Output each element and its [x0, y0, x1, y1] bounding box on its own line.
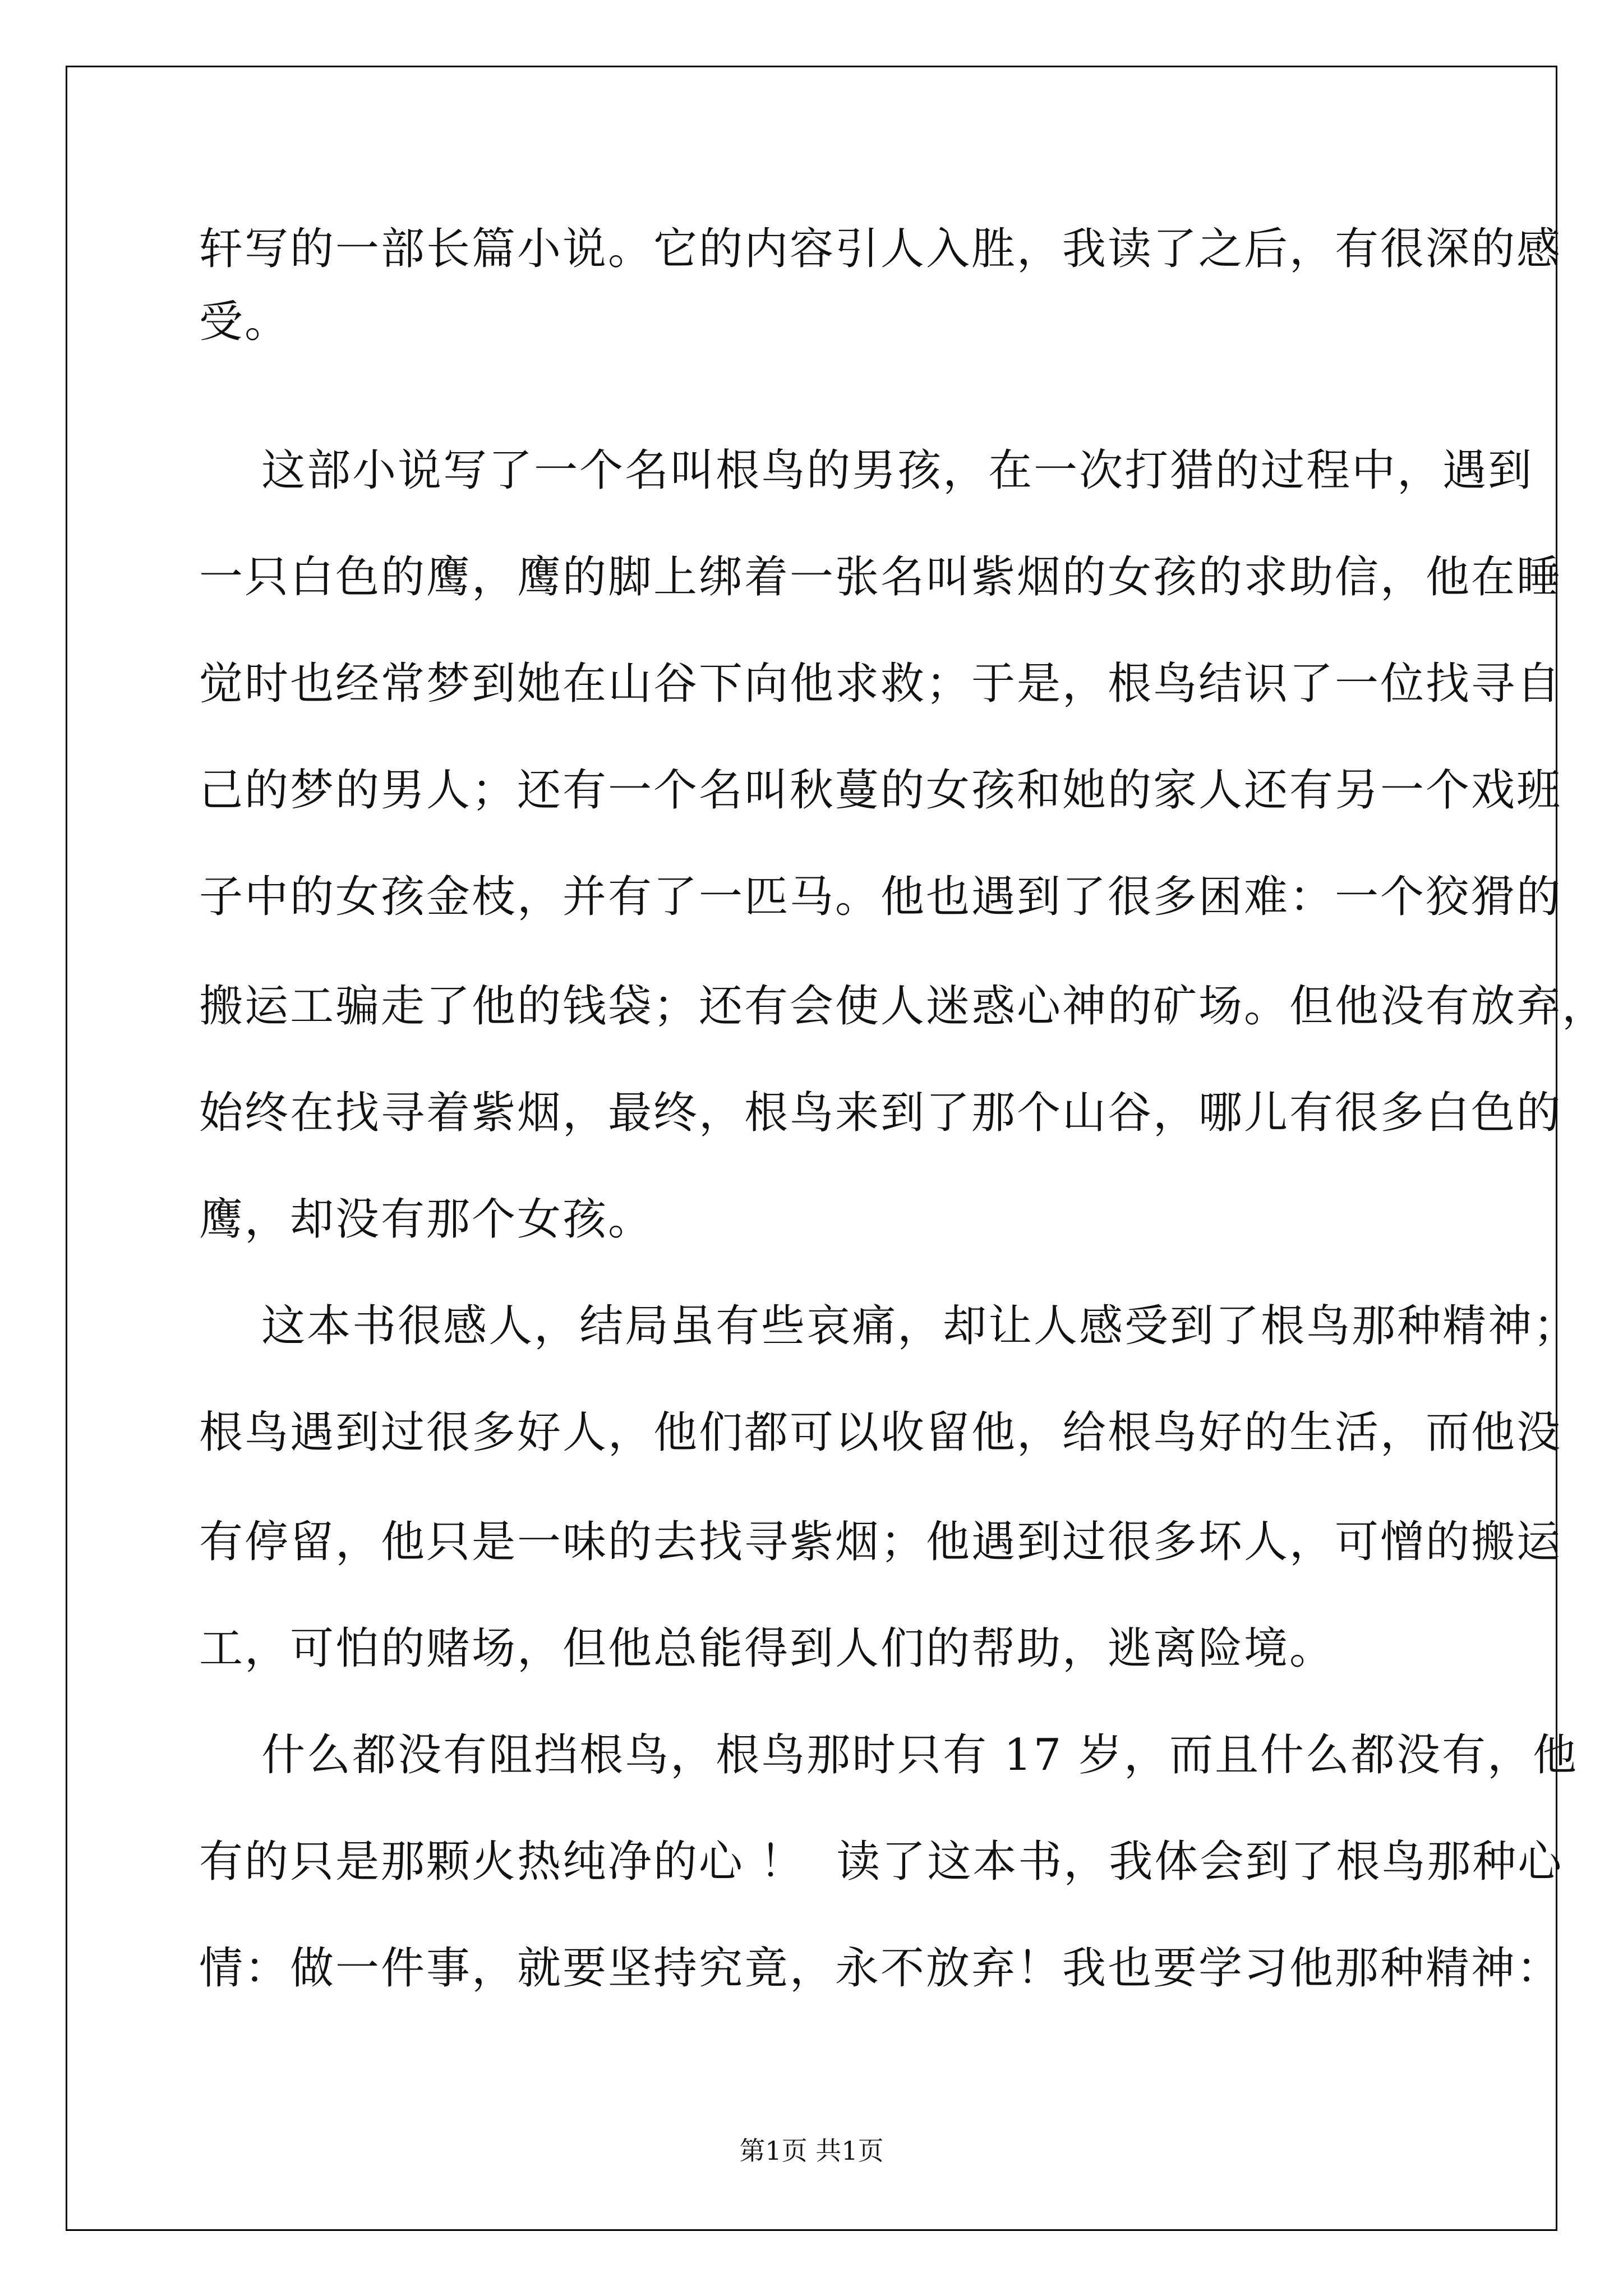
text-line: 觉时也经常梦到她在山谷下向他求救；于是，根鸟结识了一位找寻自 [199, 659, 1562, 709]
text-line: 什么都没有阻挡根鸟，根鸟那时只有 17 岁，而且什么都没有，他 [199, 1730, 1579, 1780]
page-border [66, 66, 1557, 2231]
text-line: 根鸟遇到过很多好人，他们都可以收留他，给根鸟好的生活，而他没 [199, 1407, 1562, 1458]
text-line: 情：做一件事，就要坚持究竟，永不放弃！我也要学习他那种精神： [199, 1943, 1562, 1994]
text-line: 搬运工骗走了他的钱袋；还有会使人迷惑心神的矿场。但他没有放弃， [199, 981, 1608, 1032]
text-line: 己的梦的男人；还有一个名叫秋蔓的女孩和她的家人还有另一个戏班 [199, 765, 1562, 816]
text-line: 一只白色的鹰，鹰的脚上绑着一张名叫紫烟的女孩的求助信，他在睡 [199, 552, 1562, 602]
text-line: 工，可怕的赌场，但他总能得到人们的帮助，逃离险境。 [199, 1623, 1335, 1674]
text-line: 有停留，他只是一味的去找寻紫烟；他遇到过很多坏人，可憎的搬运 [199, 1517, 1562, 1567]
text-line: 有的只是那颗火热纯净的心 ！ 读了这本书，我体会到了根鸟那种心 [199, 1837, 1564, 1887]
text-line: 受。 [199, 297, 291, 347]
text-line: 轩写的一部长篇小说。它的内容引人入胜，我读了之后，有很深的感 [199, 224, 1562, 274]
text-line: 这本书很感人，结局虽有些哀痛，却让人感受到了根鸟那种精神； [199, 1301, 1579, 1351]
text-line: 这部小说写了一个名叫根鸟的男孩，在一次打猎的过程中，遇到 [199, 445, 1534, 496]
page-number-footer: 第1页 共1页 [739, 2136, 884, 2166]
text-line: 鹰，却没有那个女孩。 [199, 1194, 654, 1245]
text-line: 子中的女孩金枝，并有了一匹马。他也遇到了很多困难：一个狡猾的 [199, 872, 1562, 922]
text-line: 始终在找寻着紫烟，最终，根鸟来到了那个山谷，哪儿有很多白色的 [199, 1088, 1562, 1138]
